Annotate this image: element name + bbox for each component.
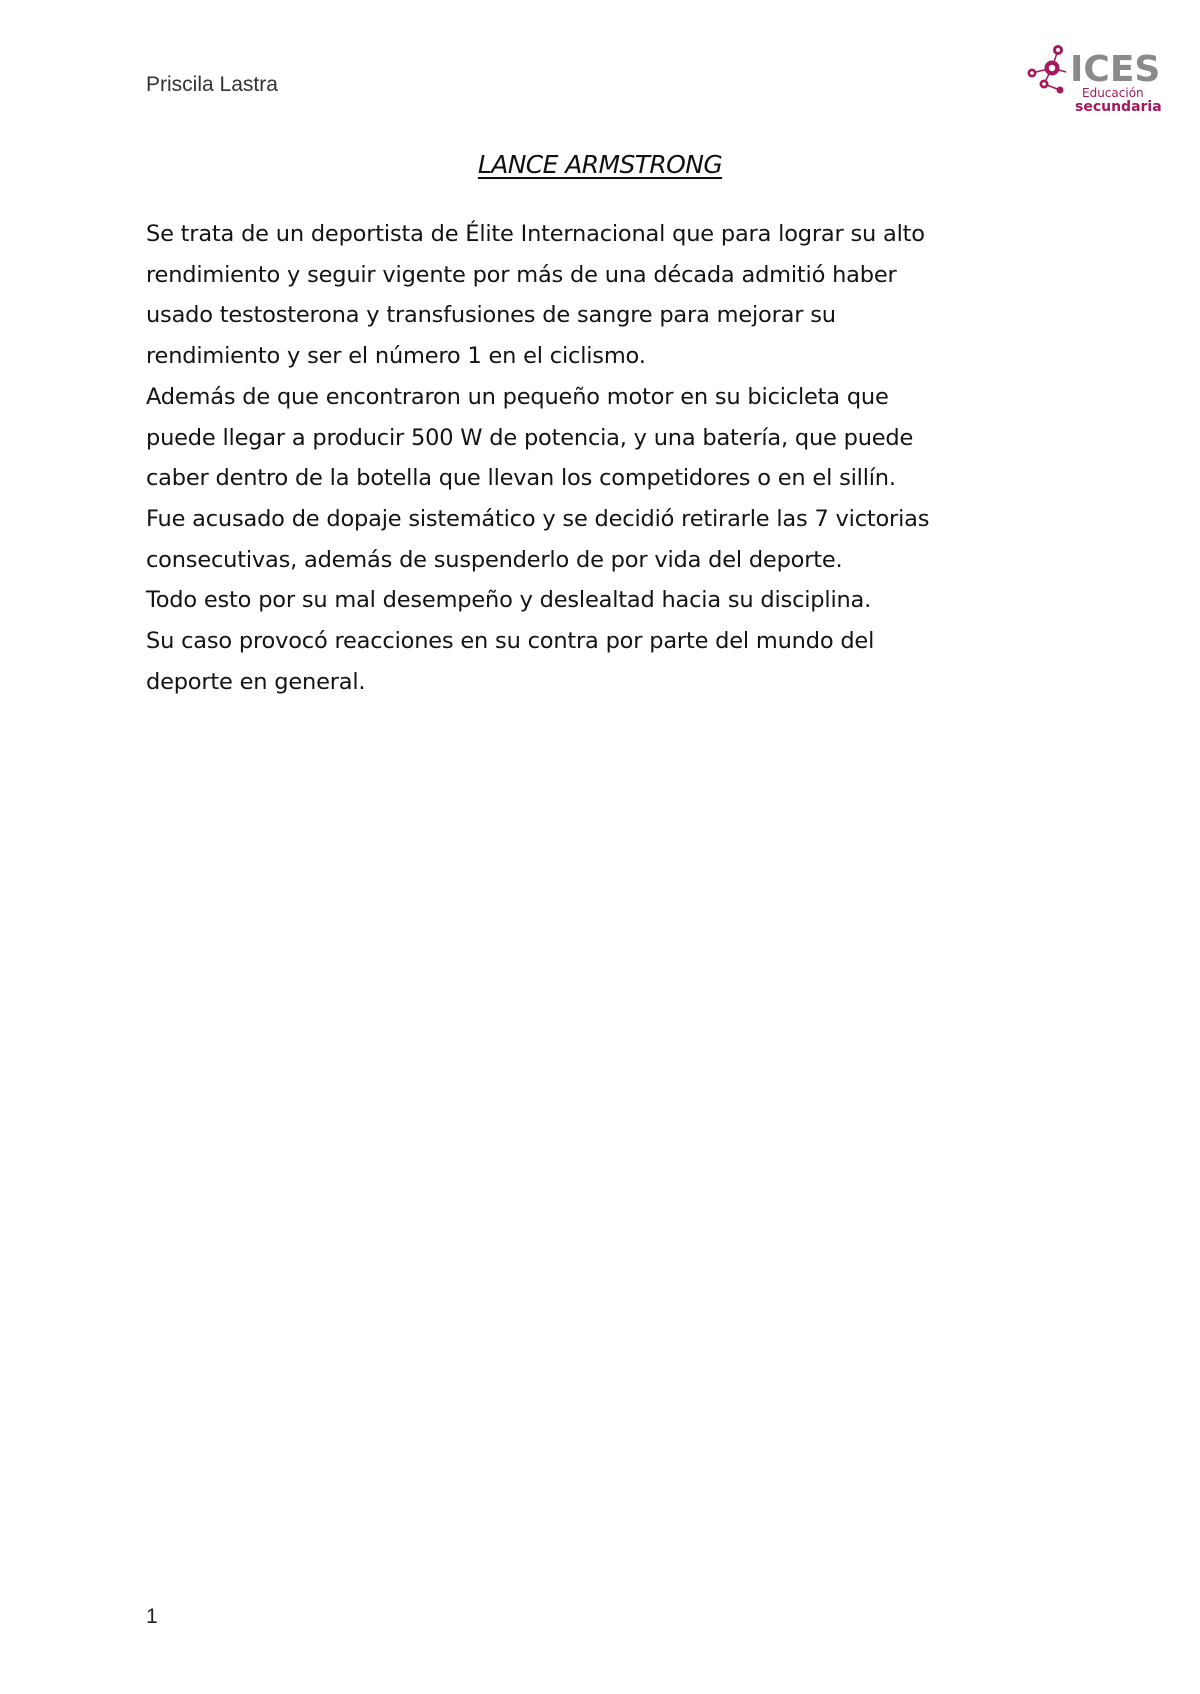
body-line: Su caso provocó reacciones en su contra por parte del mundo del [146, 628, 875, 655]
body-line: puede llegar a producir 500 W de potencia, y una batería, que puede [146, 424, 914, 451]
body-line: Se trata de un deportista de Élite Internacional que para lograr su alto [146, 221, 925, 247]
body-line: usado testosterona y transfusiones de sangre para mejorar su [146, 302, 836, 329]
page-number: 1 [146, 1605, 158, 1628]
body-line: rendimiento y ser el número 1 en el ciclismo. [146, 343, 646, 370]
body-line: Fue acusado de dopaje sistemático y se decidió retirarle las 7 victorias [146, 505, 930, 532]
document-body [146, 214, 1076, 702]
body-line: rendimiento y seguir vigente por más de una década admitió haber [146, 261, 897, 288]
document-title: LANCE ARMSTRONG [477, 150, 723, 179]
header-author: Priscila Lastra [146, 73, 278, 96]
body-line: deporte en general. [146, 668, 366, 695]
body-line: consecutivas, además de suspenderlo de por vida del deporte. [146, 546, 843, 573]
body-line: caber dentro de la botella que llevan los competidores o en el sillín. [146, 465, 896, 492]
body-line: Todo esto por su mal desempeño y deslealtad hacia su disciplina. [146, 587, 872, 614]
logo-line1: Educación [1082, 86, 1144, 100]
ices-logo [1022, 42, 1172, 122]
body-line: Además de que encontraron un pequeño motor en su bicicleta que [146, 383, 889, 410]
logo-name: ICES [1070, 49, 1161, 90]
ices-logo-graphic [1022, 42, 1172, 122]
logo-line2: secundaria [1075, 99, 1162, 115]
